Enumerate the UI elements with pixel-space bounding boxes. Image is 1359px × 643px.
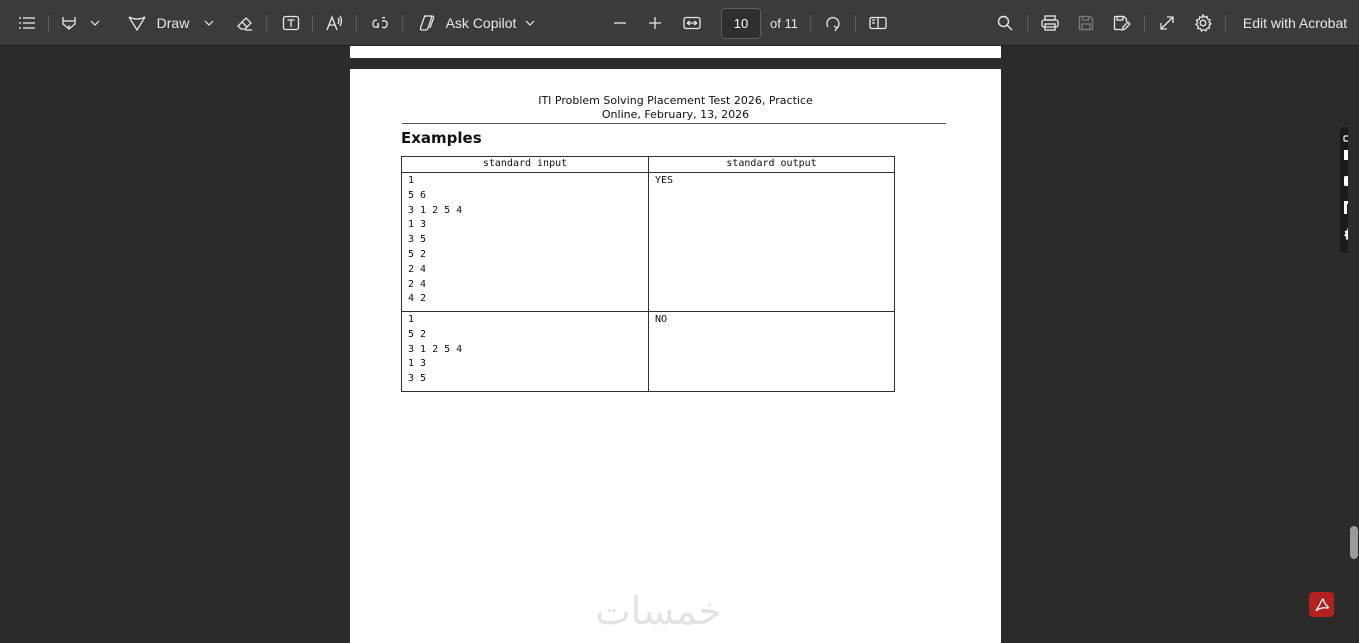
rotate-icon[interactable]	[820, 0, 846, 46]
copilot-chevron-down-icon[interactable]	[521, 0, 539, 46]
text-box-icon[interactable]	[278, 0, 304, 46]
table-row	[402, 173, 895, 312]
page-total-label: of 11	[770, 15, 798, 31]
output-line: NO	[655, 314, 668, 325]
print-icon[interactable]	[1037, 0, 1063, 46]
draw-icon[interactable]	[124, 0, 150, 46]
input-line: 3 1 2 5 4	[408, 204, 463, 216]
input-line: 1 3	[408, 219, 427, 231]
example-input-cell	[402, 173, 649, 312]
header-subtitle: Online, February, 13, 2026	[601, 108, 750, 121]
toolbar-separator	[1225, 15, 1226, 32]
copilot-icon[interactable]	[414, 0, 440, 46]
acrobat-logo-icon[interactable]	[1309, 592, 1334, 617]
vertical-scrollbar-thumb[interactable]	[1350, 526, 1358, 559]
watermark: خمسات	[595, 589, 722, 633]
highlight-chevron-down-icon[interactable]	[86, 0, 104, 46]
column-header-input: standard input	[402, 157, 649, 173]
input-line: 1 3	[408, 358, 427, 370]
input-line: 4 2	[408, 293, 427, 305]
save-as-icon[interactable]	[1109, 0, 1135, 46]
example-input-cell	[402, 312, 649, 392]
previous-page-bottom	[350, 46, 1001, 58]
zoom-out-icon[interactable]	[608, 0, 632, 46]
toolbar-separator	[356, 15, 357, 32]
toolbar-separator	[48, 15, 49, 32]
header-title: ITI Problem Solving Placement Test 2026, Practice	[538, 94, 813, 107]
examples-table	[401, 156, 895, 392]
example-output-cell	[649, 173, 895, 312]
header-rule	[402, 123, 946, 124]
output-line: YES	[655, 175, 674, 186]
translate-icon[interactable]	[366, 0, 394, 46]
toolbar-separator	[1027, 15, 1028, 32]
toolbar-separator	[312, 15, 313, 32]
contents-icon[interactable]	[12, 0, 42, 46]
pdf-page	[350, 69, 1001, 643]
toolbar	[0, 0, 1359, 46]
input-line: 3 1 2 5 4	[408, 343, 463, 355]
page-number-input[interactable]: 10	[721, 8, 761, 39]
toolbar-separator	[402, 15, 403, 32]
input-line: 1	[408, 175, 415, 186]
input-line: 3 5	[408, 373, 427, 385]
draw-label[interactable]: Draw	[156, 15, 190, 31]
input-line: 1	[408, 314, 415, 325]
input-line: 5 2	[408, 248, 427, 260]
input-line: 5 2	[408, 328, 427, 340]
page-view-icon[interactable]	[865, 0, 891, 46]
save-icon[interactable]	[1073, 0, 1099, 46]
search-icon[interactable]	[992, 0, 1018, 46]
zoom-in-icon[interactable]	[643, 0, 667, 46]
fullscreen-icon[interactable]	[1154, 0, 1180, 46]
edit-with-acrobat-button[interactable]: Edit with Acrobat	[1242, 15, 1348, 31]
toolbar-separator	[855, 15, 856, 32]
settings-icon[interactable]	[1190, 0, 1216, 46]
ask-copilot-label[interactable]: Ask Copilot	[445, 15, 517, 31]
section-title: Examples	[401, 129, 482, 147]
example-output-cell	[649, 312, 895, 392]
column-header-output: standard output	[649, 157, 895, 173]
input-line: 5 6	[408, 189, 427, 201]
table-row	[402, 312, 895, 392]
draw-chevron-down-icon[interactable]	[200, 0, 218, 46]
toolbar-separator	[1144, 15, 1145, 32]
toolbar-separator	[810, 15, 811, 32]
input-line: 2 4	[408, 278, 427, 290]
input-line: 3 5	[408, 234, 427, 246]
input-line: 2 4	[408, 263, 427, 275]
fit-page-icon[interactable]	[679, 0, 705, 46]
read-aloud-icon[interactable]	[322, 0, 348, 46]
eraser-icon[interactable]	[232, 0, 258, 46]
highlight-icon[interactable]	[56, 0, 82, 46]
toolbar-separator	[266, 15, 267, 32]
